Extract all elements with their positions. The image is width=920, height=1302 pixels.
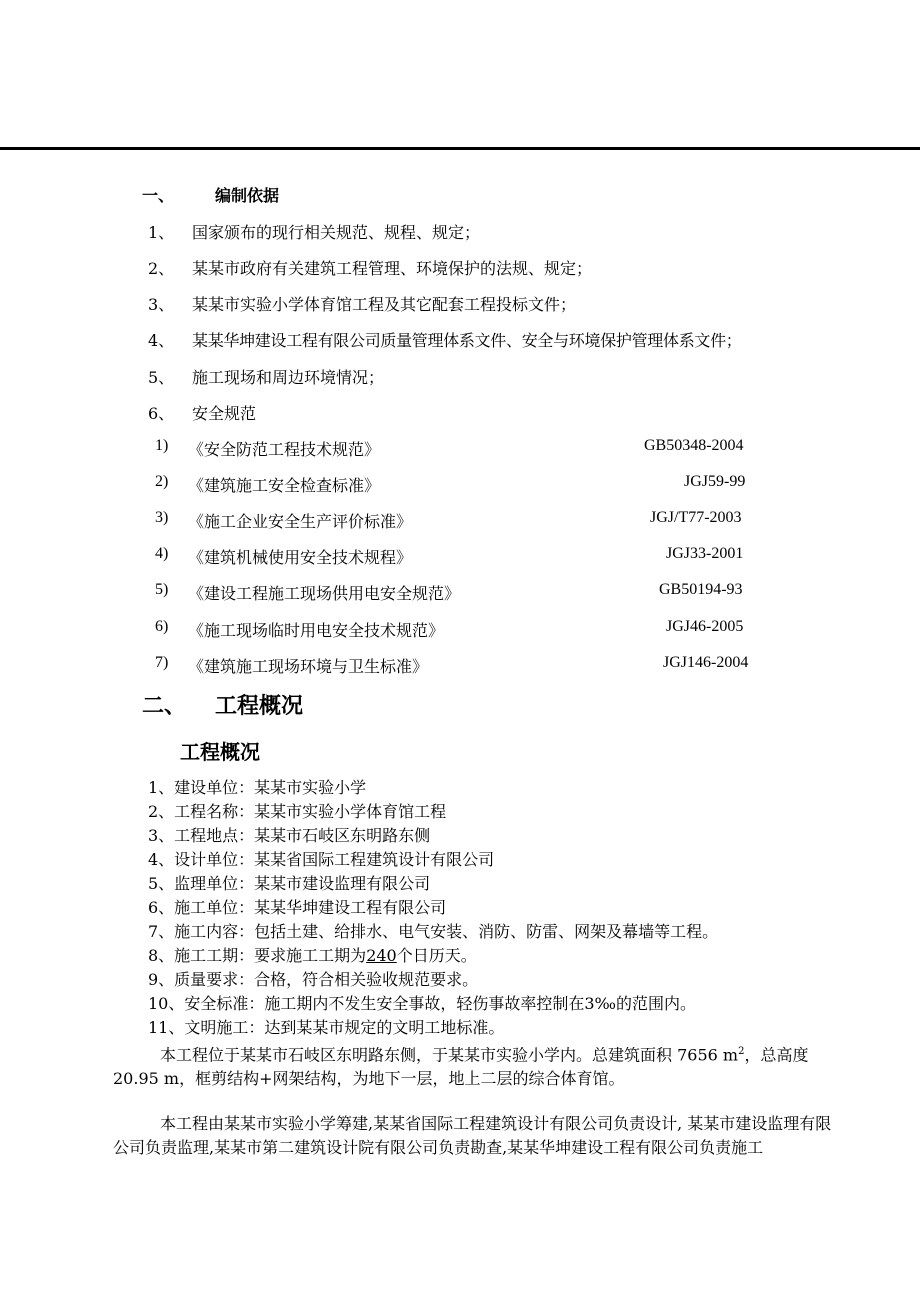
list-item-number: 2、 [148, 259, 175, 278]
standard-name: 《建筑机械使用安全技术规程》 [188, 548, 413, 567]
list-item-number: 5、 [148, 368, 175, 387]
list-item: 2、工程名称：某某市实验小学体育馆工程 [148, 802, 447, 821]
period-prefix: 8、施工工期：要求施工工期为 [148, 946, 367, 965]
standard-number: 5) [155, 581, 169, 598]
section1-title: 编制依据 [215, 186, 280, 205]
superscript: 2 [738, 1046, 745, 1057]
list-item: 7、施工内容：包括土建、给排水、电气安装、消防、防雷、网架及幕墙等工程。 [148, 922, 719, 941]
list-item-number: 6、 [148, 404, 175, 423]
list-item: 4、设计单位：某某省国际工程建筑设计有限公司 [148, 850, 495, 869]
section1-number: 一、 [142, 186, 175, 205]
list-item-number: 1、 [148, 223, 175, 242]
list-item: 某某华坤建设工程有限公司质量管理体系文件、安全与环境保护管理体系文件； [192, 331, 742, 350]
standard-code: JGJ33-2001 [666, 545, 744, 562]
paragraph-parties: 本工程由某某市实验小学筹建,某某省国际工程建筑设计有限公司负责设计, 某某市建设监理有限公司负责监理,某某市第二建筑设计院有限公司负责勘查,某某华坤建设工程有限公司负责施工 [113, 1114, 832, 1157]
standard-code: JGJ46-2005 [666, 618, 744, 635]
list-item: 9、质量要求：合格，符合相关验收规范要求。 [148, 970, 479, 989]
section2-number: 二、 [142, 693, 187, 719]
standard-name: 《施工企业安全生产评价标准》 [188, 512, 413, 531]
header-rule [0, 147, 920, 150]
list-item: 国家颁布的现行相关规范、规程、规定； [192, 223, 481, 242]
standard-name: 《建筑施工现场环境与卫生标准》 [188, 657, 429, 676]
list-item: 安全规范 [192, 404, 257, 423]
list-item-number: 4、 [148, 331, 175, 350]
standard-number: 4) [155, 545, 169, 562]
standard-number: 6) [155, 618, 169, 635]
standard-code: JGJ/T77-2003 [650, 509, 742, 526]
list-item: 5、监理单位：某某市建设监理有限公司 [148, 874, 431, 893]
standard-name: 《建筑施工安全检查标准》 [188, 476, 381, 495]
standard-code: GB50194-93 [659, 581, 743, 598]
list-item: 施工现场和周边环境情况； [192, 368, 385, 387]
standard-number: 7) [155, 654, 169, 671]
period-suffix: 个日历天。 [396, 946, 477, 965]
standard-code: JGJ59-99 [684, 473, 746, 490]
paragraph-text: 本工程位于某某市石岐区东明路东侧，于某某市实验小学内。总建筑面积 7656 m [160, 1045, 739, 1065]
list-item: 某某市实验小学体育馆工程及其它配套工程投标文件； [192, 295, 577, 314]
section2-subtitle: 工程概况 [180, 740, 260, 764]
standard-name: 《安全防范工程技术规范》 [188, 440, 381, 459]
standard-number: 2) [155, 473, 169, 490]
paragraph-location [113, 1040, 840, 1091]
standard-name: 《建设工程施工现场供用电安全规范》 [188, 584, 461, 603]
list-item: 1、建设单位：某某市实验小学 [148, 778, 367, 797]
list-item: 3、工程地点：某某市石岐区东明路东侧 [148, 826, 431, 845]
standard-code: GB50348-2004 [644, 437, 744, 454]
standard-name: 《施工现场临时用电安全技术规范》 [188, 621, 445, 640]
standard-number: 3) [155, 509, 169, 526]
standard-number: 1) [155, 437, 169, 454]
list-item: 11、文明施工：达到某某市规定的文明工地标准。 [148, 1018, 505, 1037]
list-item-period [148, 944, 477, 968]
paragraph-text: ，总高度 20.95 m，框剪结构+网架结构，为地下一层，地上二层的综合体育馆。 [113, 1045, 809, 1089]
section2-title: 工程概况 [215, 693, 304, 719]
period-value: 240 [366, 946, 397, 965]
list-item: 10、安全标准：施工期内不发生安全事故，轻伤事故率控制在3‰的范围内。 [148, 994, 697, 1013]
list-item-number: 3、 [148, 295, 175, 314]
standard-code: JGJ146-2004 [663, 654, 749, 671]
list-item: 某某市政府有关建筑工程管理、环境保护的法规、规定； [192, 259, 593, 278]
list-item: 6、施工单位：某某华坤建设工程有限公司 [148, 898, 447, 917]
